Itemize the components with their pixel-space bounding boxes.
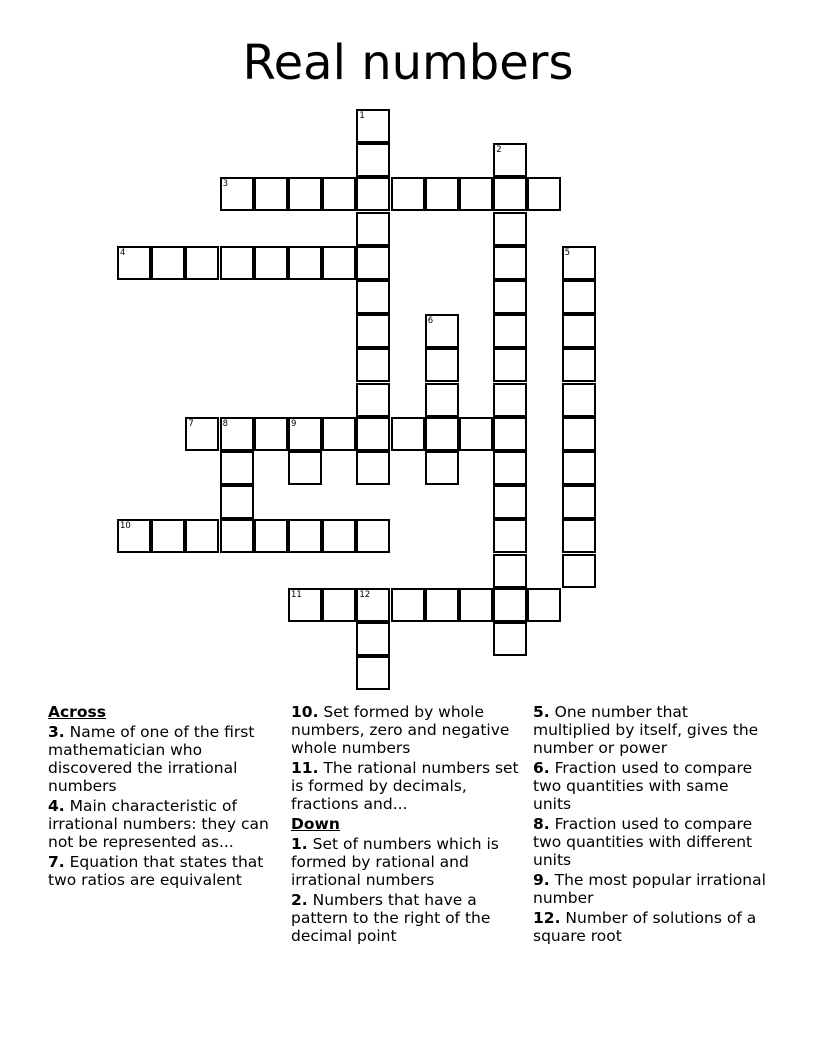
grid-cell[interactable] <box>391 588 425 622</box>
clue-number: 8 <box>222 418 229 429</box>
grid-cell[interactable] <box>151 246 185 280</box>
grid-cell[interactable] <box>493 212 527 246</box>
clue-across-11: 11. The rational numbers set is formed by decimals, fractions and... <box>291 759 519 813</box>
grid-cell[interactable] <box>322 417 356 451</box>
grid-cell[interactable] <box>356 348 390 382</box>
grid-cell[interactable] <box>425 417 459 451</box>
grid-cell[interactable] <box>562 417 596 451</box>
grid-cell[interactable] <box>322 588 356 622</box>
clue-number: 12 <box>359 589 371 600</box>
grid-cell[interactable] <box>254 417 288 451</box>
grid-cell[interactable] <box>288 519 322 553</box>
clue-number: 1 <box>359 111 365 121</box>
grid-cell[interactable] <box>356 519 390 553</box>
grid-cell[interactable] <box>356 246 390 280</box>
grid-cell[interactable] <box>425 314 459 348</box>
grid-cell[interactable] <box>562 519 596 553</box>
clue-number: 6 <box>427 316 434 327</box>
grid-cell[interactable] <box>425 588 459 622</box>
grid-cell[interactable] <box>562 314 596 348</box>
clues-column-1 <box>48 703 278 891</box>
grid-cell[interactable] <box>288 417 322 451</box>
grid-cell[interactable] <box>254 177 288 211</box>
grid-cell[interactable] <box>322 246 356 280</box>
grid-cell[interactable] <box>425 451 459 485</box>
grid-cell[interactable] <box>117 519 151 553</box>
grid-cell[interactable] <box>254 246 288 280</box>
grid-cell[interactable] <box>185 519 219 553</box>
grid-cell[interactable] <box>356 417 390 451</box>
grid-cell[interactable] <box>493 280 527 314</box>
grid-cell[interactable] <box>356 280 390 314</box>
clue-number: 5 <box>564 247 571 258</box>
grid-cell[interactable] <box>356 656 390 690</box>
clue-number: 9 <box>291 418 297 429</box>
grid-cell[interactable] <box>356 383 390 417</box>
grid-cell[interactable] <box>459 177 493 211</box>
grid-cell[interactable] <box>288 588 322 622</box>
clues-column-3 <box>533 703 769 947</box>
grid-cell[interactable] <box>356 588 390 622</box>
grid-cell[interactable] <box>220 177 254 211</box>
grid-cell[interactable] <box>322 177 356 211</box>
grid-cell[interactable] <box>493 348 527 382</box>
grid-cell[interactable] <box>425 177 459 211</box>
grid-cell[interactable] <box>493 485 527 519</box>
grid-cell[interactable] <box>220 485 254 519</box>
grid-cell[interactable] <box>425 348 459 382</box>
grid-cell[interactable] <box>185 417 219 451</box>
grid-cell[interactable] <box>527 177 561 211</box>
grid-cell[interactable] <box>493 554 527 588</box>
grid-cell[interactable] <box>356 622 390 656</box>
grid-cell[interactable] <box>493 451 527 485</box>
clue-number: 4 <box>120 247 126 258</box>
clue-across-3: 3. Name of one of the first mathematician who discovered the irrational numbers <box>48 723 255 795</box>
grid-cell[interactable] <box>425 383 459 417</box>
grid-cell[interactable] <box>562 383 596 417</box>
grid-cell[interactable] <box>493 622 527 656</box>
clue-down-12: 12. Number of solutions of a square root <box>533 909 757 945</box>
clue-down-1: 1. Set of numbers which is formed by rational and irrational numbers <box>291 835 499 889</box>
grid-cell[interactable] <box>562 485 596 519</box>
grid-cell[interactable] <box>459 417 493 451</box>
grid-cell[interactable] <box>562 451 596 485</box>
grid-cell[interactable] <box>562 246 596 280</box>
grid-cell[interactable] <box>493 177 527 211</box>
grid-cell[interactable] <box>288 177 322 211</box>
clue-number: 11 <box>291 589 302 600</box>
grid-cell[interactable] <box>356 143 390 177</box>
grid-cell[interactable] <box>220 246 254 280</box>
grid-cell[interactable] <box>562 348 596 382</box>
clue-across-10: 10. Set formed by whole numbers, zero and negative whole numbers <box>291 703 510 757</box>
clue-across-4: 4. Main characteristic of irrational numbers: they can not be represented as... <box>48 797 269 851</box>
grid-cell[interactable] <box>220 417 254 451</box>
grid-cell[interactable] <box>356 451 390 485</box>
clue-down-2: 2. Numbers that have a pattern to the right of the decimal point <box>291 891 491 945</box>
clue-number: 2 <box>496 145 502 156</box>
clue-number: 3 <box>222 179 229 190</box>
clue-down-9: 9. The most popular irrational number <box>533 871 766 907</box>
clue-down-6: 6. Fraction used to compare two quantities with same units <box>533 759 753 813</box>
grid-cell[interactable] <box>356 314 390 348</box>
page-title: Real numbers <box>242 35 574 91</box>
grid-cell[interactable] <box>527 588 561 622</box>
grid-cell[interactable] <box>493 314 527 348</box>
grid-cell[interactable] <box>493 417 527 451</box>
clue-down-8: 8. Fraction used to compare two quantities with different units <box>533 815 753 869</box>
down-header: Down <box>291 815 340 833</box>
grid-cell[interactable] <box>356 212 390 246</box>
grid-cell[interactable] <box>356 109 390 143</box>
grid-cell[interactable] <box>493 143 527 177</box>
grid-cell[interactable] <box>459 588 493 622</box>
grid-cell[interactable] <box>151 519 185 553</box>
grid-cell[interactable] <box>356 177 390 211</box>
clue-number: 10 <box>120 521 131 532</box>
grid-cell[interactable] <box>185 246 219 280</box>
grid-cell[interactable] <box>562 554 596 588</box>
clues-column-2 <box>291 703 527 947</box>
grid-cell[interactable] <box>493 383 527 417</box>
grid-cell[interactable] <box>254 519 288 553</box>
grid-cell[interactable] <box>562 280 596 314</box>
grid-cell[interactable] <box>391 417 425 451</box>
clue-number: 7 <box>188 418 194 429</box>
grid-cell[interactable] <box>288 451 322 485</box>
grid-cell[interactable] <box>322 519 356 553</box>
across-header: Across <box>48 703 106 721</box>
grid-cell[interactable] <box>493 588 527 622</box>
grid-cell[interactable] <box>117 246 151 280</box>
grid-cell[interactable] <box>220 451 254 485</box>
grid-cell[interactable] <box>391 177 425 211</box>
grid-cell[interactable] <box>493 519 527 553</box>
grid-cell[interactable] <box>220 519 254 553</box>
clue-across-7: 7. Equation that states that two ratios are equivalent <box>48 853 264 889</box>
grid-cell[interactable] <box>493 246 527 280</box>
clue-down-5: 5. One number that multiplied by itself, gives the number or power <box>533 703 759 757</box>
grid-cell[interactable] <box>288 246 322 280</box>
